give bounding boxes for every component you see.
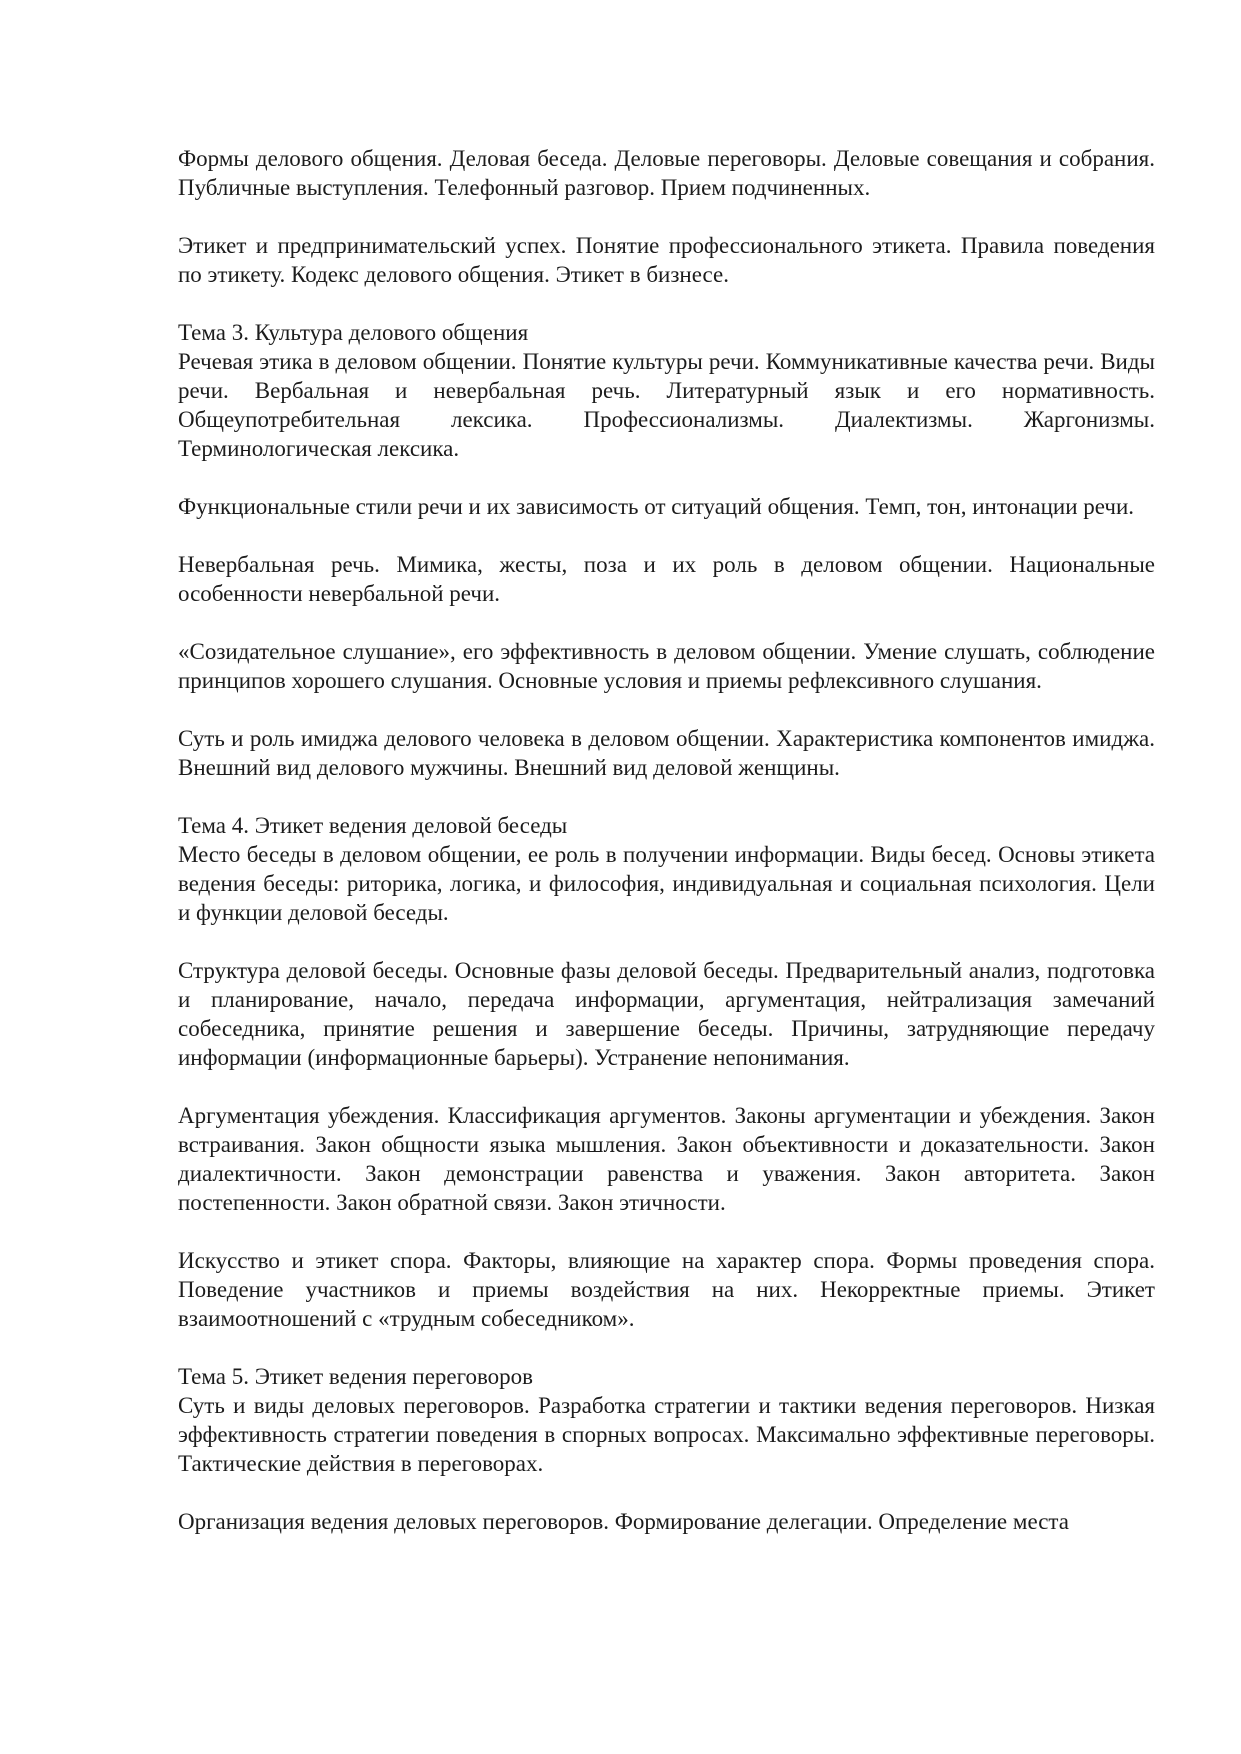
topic-5-title: Тема 5. Этикет ведения переговоров [178,1364,534,1389]
paragraph-nonverbal-speech: Невербальная речь. Мимика, жесты, поза и их роль в деловом общении. Национальные особенности невербальной речи. [178,552,1155,606]
document-content [178,144,1155,1536]
paragraph-business-forms: Формы делового общения. Деловая беседа. Деловые переговоры. Деловые совещания и собрания. Публичные выступления. Телефонный разговор. Прием подчиненных. [178,146,1155,200]
topic-5-body: Суть и виды деловых переговоров. Разработка стратегии и тактики ведения переговоров. Низкая эффективность стратегии поведения в спорных вопросах. Максимально эффективные переговоры. Тактические действия в переговорах. [178,1393,1155,1476]
topic-5-section [178,1362,1155,1478]
topic-4-title: Тема 4. Этикет ведения деловой беседы [178,813,568,838]
paragraph-conversation-structure: Структура деловой беседы. Основные фазы деловой беседы. Предварительный анализ, подготовка и планирование, начало, передача информации, аргументация, нейтрализация замечаний собеседника, принятие решения и завершение беседы. Причины, затрудняющие передачу информации (информационные барьеры). Устранение непонимания. [178,958,1155,1070]
paragraph-creative-listening: «Созидательное слушание», его эффективность в деловом общении. Умение слушать, соблюдение принципов хорошего слушания. Основные условия и приемы рефлексивного слушания. [178,639,1155,693]
paragraph-image: Суть и роль имиджа делового человека в деловом общении. Характеристика компонентов имиджа. Внешний вид делового мужчины. Внешний вид деловой женщины. [178,726,1155,780]
topic-3-body: Речевая этика в деловом общении. Понятие культуры речи. Коммуникативные качества речи. Виды речи. Вербальная и невербальная речь. Литературный язык и его нормативность. Общеупотребительная лексика. Профессионализмы. Диалектизмы. Жаргонизмы. Терминологическая лексика. [178,349,1155,461]
paragraph-speech-styles: Функциональные стили речи и их зависимость от ситуаций общения. Темп, тон, интонации речи. [178,494,1135,519]
paragraph-dispute-etiquette: Искусство и этикет спора. Факторы, влияющие на характер спора. Формы проведения спора. Поведение участников и приемы воздействия на них. Некорректные приемы. Этикет взаимоотношений с «трудным собеседником». [178,1248,1155,1331]
topic-3-title: Тема 3. Культура делового общения [178,320,529,345]
topic-3-section [178,318,1155,463]
paragraph-etiquette-success: Этикет и предпринимательский успех. Понятие профессионального этикета. Правила поведения по этикету. Кодекс делового общения. Этикет в бизнесе. [178,233,1155,287]
paragraph-negotiation-organization: Организация ведения деловых переговоров. Формирование делегации. Определение места [178,1509,1069,1534]
topic-4-section [178,811,1155,927]
topic-4-body: Место беседы в деловом общении, ее роль в получении информации. Виды бесед. Основы этикета ведения беседы: риторика, логика, и философия, индивидуальная и социальная психология. Цели и функции деловой беседы. [178,842,1155,925]
paragraph-argumentation: Аргументация убеждения. Классификация аргументов. Законы аргументации и убеждения. Закон встраивания. Закон общности языка мышления. Закон объективности и доказательности. Закон диалектичности. Закон демонстрации равенства и уважения. Закон авторитета. Закон постепенности. Закон обратной связи. Закон этичности. [178,1103,1155,1215]
